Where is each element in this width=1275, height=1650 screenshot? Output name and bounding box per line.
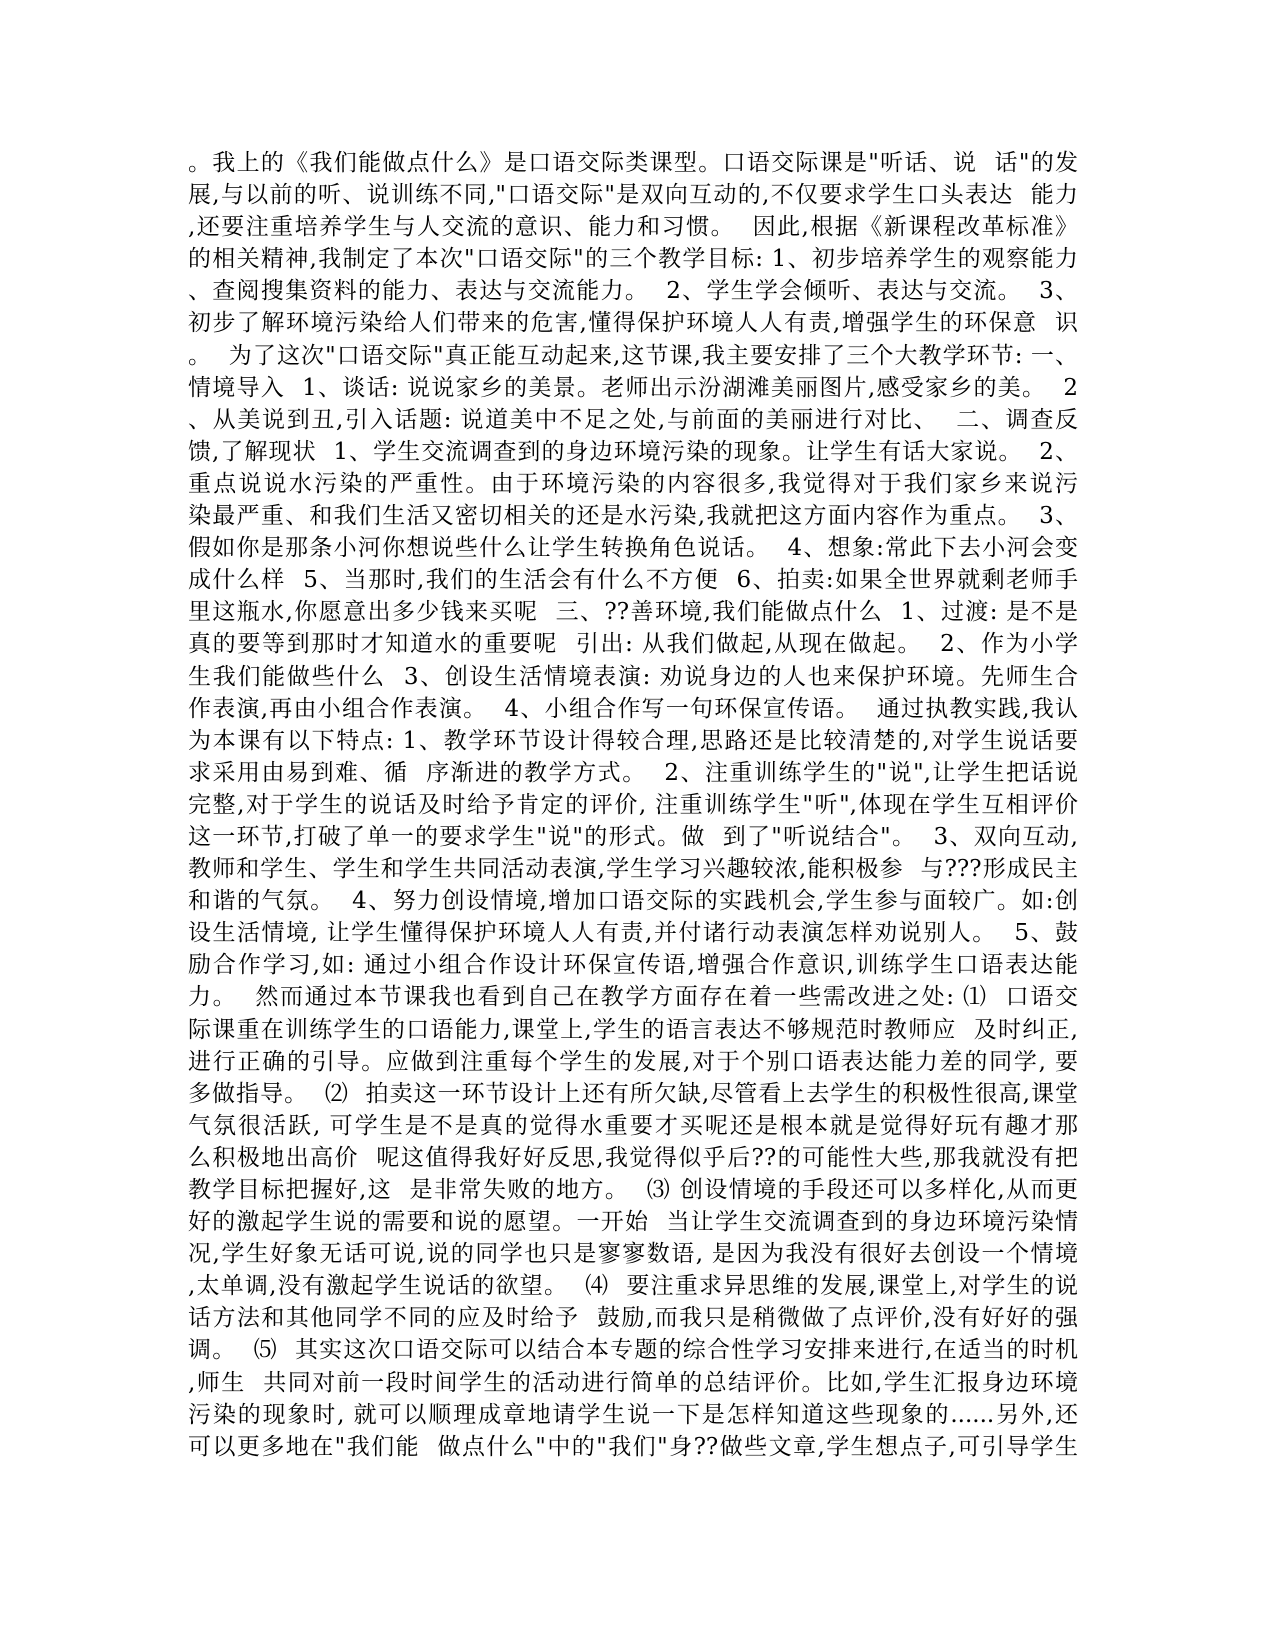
text-line: 多做指导。 ⑵ 拍卖这一环节设计上还有所欠缺,尽管看上去学生的积极性很高,课堂 [188,1080,1078,1107]
text-line: 重点说说水污染的严重性。由于环境污染的内容很多,我觉得对于我们家乡来说污 [188,470,1078,497]
text-line: 教师和学生、学生和学生共同活动表演,学生学习兴趣较浓,能积极参 与???形成民主 [188,856,1078,883]
text-line: 。 为了这次"口语交际"真正能互动起来,这节课,我主要安排了三个大教学环节: 一、 [188,342,1078,369]
text-line: 馈,了解现状 1、学生交流调查到的身边环境污染的现象。让学生有话大家说。 2、 [188,438,1078,465]
text-line: 力。 然而通过本节课我也看到自己在教学方面存在着一些需改进之处: ⑴ 口语交 [188,984,1078,1011]
text-line: 初步了解环境污染给人们带来的危害,懂得保护环境人人有责,增强学生的环保意 识 [188,310,1078,337]
text-line: 作表演,再由小组合作表演。 4、小组合作写一句环保宣传语。 通过执教实践,我认 [188,695,1078,722]
text-line: 展,与以前的听、说训练不同,"口语交际"是双向互动的,不仅要求学生口头表达 能力 [188,182,1078,209]
text-line: 励合作学习,如: 通过小组合作设计环保宣传语,增强合作意识,训练学生口语表达能 [188,952,1078,979]
text-line: 际课重在训练学生的口语能力,课堂上,学生的语言表达不够规范时教师应 及时纠正, [188,1016,1078,1043]
text-line: 这一环节,打破了单一的要求学生"说"的形式。做 到了"听说结合"。 3、双向互动, [188,823,1078,850]
text-line: 成什么样 5、当那时,我们的生活会有什么不方便 6、拍卖:如果全世界就剩老师手 [188,567,1078,594]
text-line: 情境导入 1、谈话: 说说家乡的美景。老师出示汾湖滩美丽图片,感受家乡的美。 2 [188,374,1078,401]
text-line: 污染的现象时, 就可以顺理成章地请学生说一下是怎样知道这些现象的......另外,还 [188,1401,1078,1428]
text-line: 。我上的《我们能做点什么》是口语交际类课型。口语交际课是"听话、说 话"的发 [188,150,1078,176]
text-line: 教学目标把握好,这 是非常失败的地方。 ⑶ 创设情境的手段还可以多样化,从而更 [188,1177,1078,1203]
text-line: 可以更多地在"我们能 做点什么"中的"我们"身??做些文章,学生想点子,可引导学生 [188,1433,1078,1460]
text-line: 、查阅搜集资料的能力、表达与交流能力。 2、学生学会倾听、表达与交流。 3、 [188,278,1078,305]
text-line: 调。 ⑸ 其实这次口语交际可以结合本专题的综合性学习安排来进行,在适当的时机 [188,1337,1078,1364]
text-line: 生我们能做些什么 3、创设生活情境表演: 劝说身边的人也来保护环境。先师生合 [188,663,1078,690]
body-text [188,147,1078,1463]
text-line: ,还要注重培养学生与人交流的意识、能力和习惯。 因此,根据《新课程改革标准》 [188,214,1078,241]
text-line: 和谐的气氛。 4、努力创设情境,增加口语交际的实践机会,学生参与面较广。如:创 [188,888,1078,915]
text-line: 真的要等到那时才知道水的重要呢 引出: 从我们做起,从现在做起。 2、作为小学 [188,631,1078,658]
text-line: 假如你是那条小河你想说些什么让学生转换角色说话。 4、想象:常此下去小河会变 [188,535,1078,562]
text-line: 进行正确的引导。应做到注重每个学生的发展,对于个别口语表达能力差的同学, 要 [188,1048,1078,1075]
text-line: 气氛很活跃, 可学生是不是真的觉得水重要才买呢还是根本就是觉得好玩有趣才那 [188,1112,1078,1139]
text-line: 的相关精神,我制定了本次"口语交际"的三个教学目标: 1、初步培养学生的观察能力 [188,246,1078,273]
text-line: 设生活情境, 让学生懂得保护环境人人有责,并付诸行动表演怎样劝说别人。 5、鼓 [188,920,1078,947]
text-line: ,太单调,没有激起学生说话的欲望。 ⑷ 要注重求异思维的发展,课堂上,对学生的说 [188,1273,1078,1300]
text-line: 求采用由易到难、循 序渐进的教学方式。 2、注重训练学生的"说",让学生把话说 [188,759,1078,786]
text-line: 、从美说到丑,引入话题: 说道美中不足之处,与前面的美丽进行对比、 二、调查反 [188,406,1078,433]
text-line: 为本课有以下特点: 1、教学环节设计得较合理,思路还是比较清楚的,对学生说话要 [188,727,1078,754]
text-line: 完整,对于学生的说话及时给予肯定的评价, 注重训练学生"听",体现在学生互相评价 [188,791,1078,818]
text-line: 况,学生好象无话可说,说的同学也只是寥寥数语, 是因为我没有很好去创设一个情境 [188,1241,1078,1268]
text-line: ,师生 共同对前一段时间学生的活动进行简单的总结评价。比如,学生汇报身边环境 [188,1369,1078,1396]
text-line: 么积极地出高价 呢这值得我好好反思,我觉得似乎后??的可能性大些,那我就没有把 [188,1144,1078,1171]
text-line: 话方法和其他同学不同的应及时给予 鼓励,而我只是稍微做了点评价,没有好好的强 [188,1305,1078,1332]
text-line: 好的激起学生说的需要和说的愿望。一开始 当让学生交流调查到的身边环境污染情 [188,1209,1078,1236]
text-line: 里这瓶水,你愿意出多少钱来买呢 三、??善环境,我们能做点什么 1、过渡: 是不是 [188,599,1078,626]
text-line: 染最严重、和我们生活又密切相关的还是水污染,我就把这方面内容作为重点。 3、 [188,503,1078,530]
